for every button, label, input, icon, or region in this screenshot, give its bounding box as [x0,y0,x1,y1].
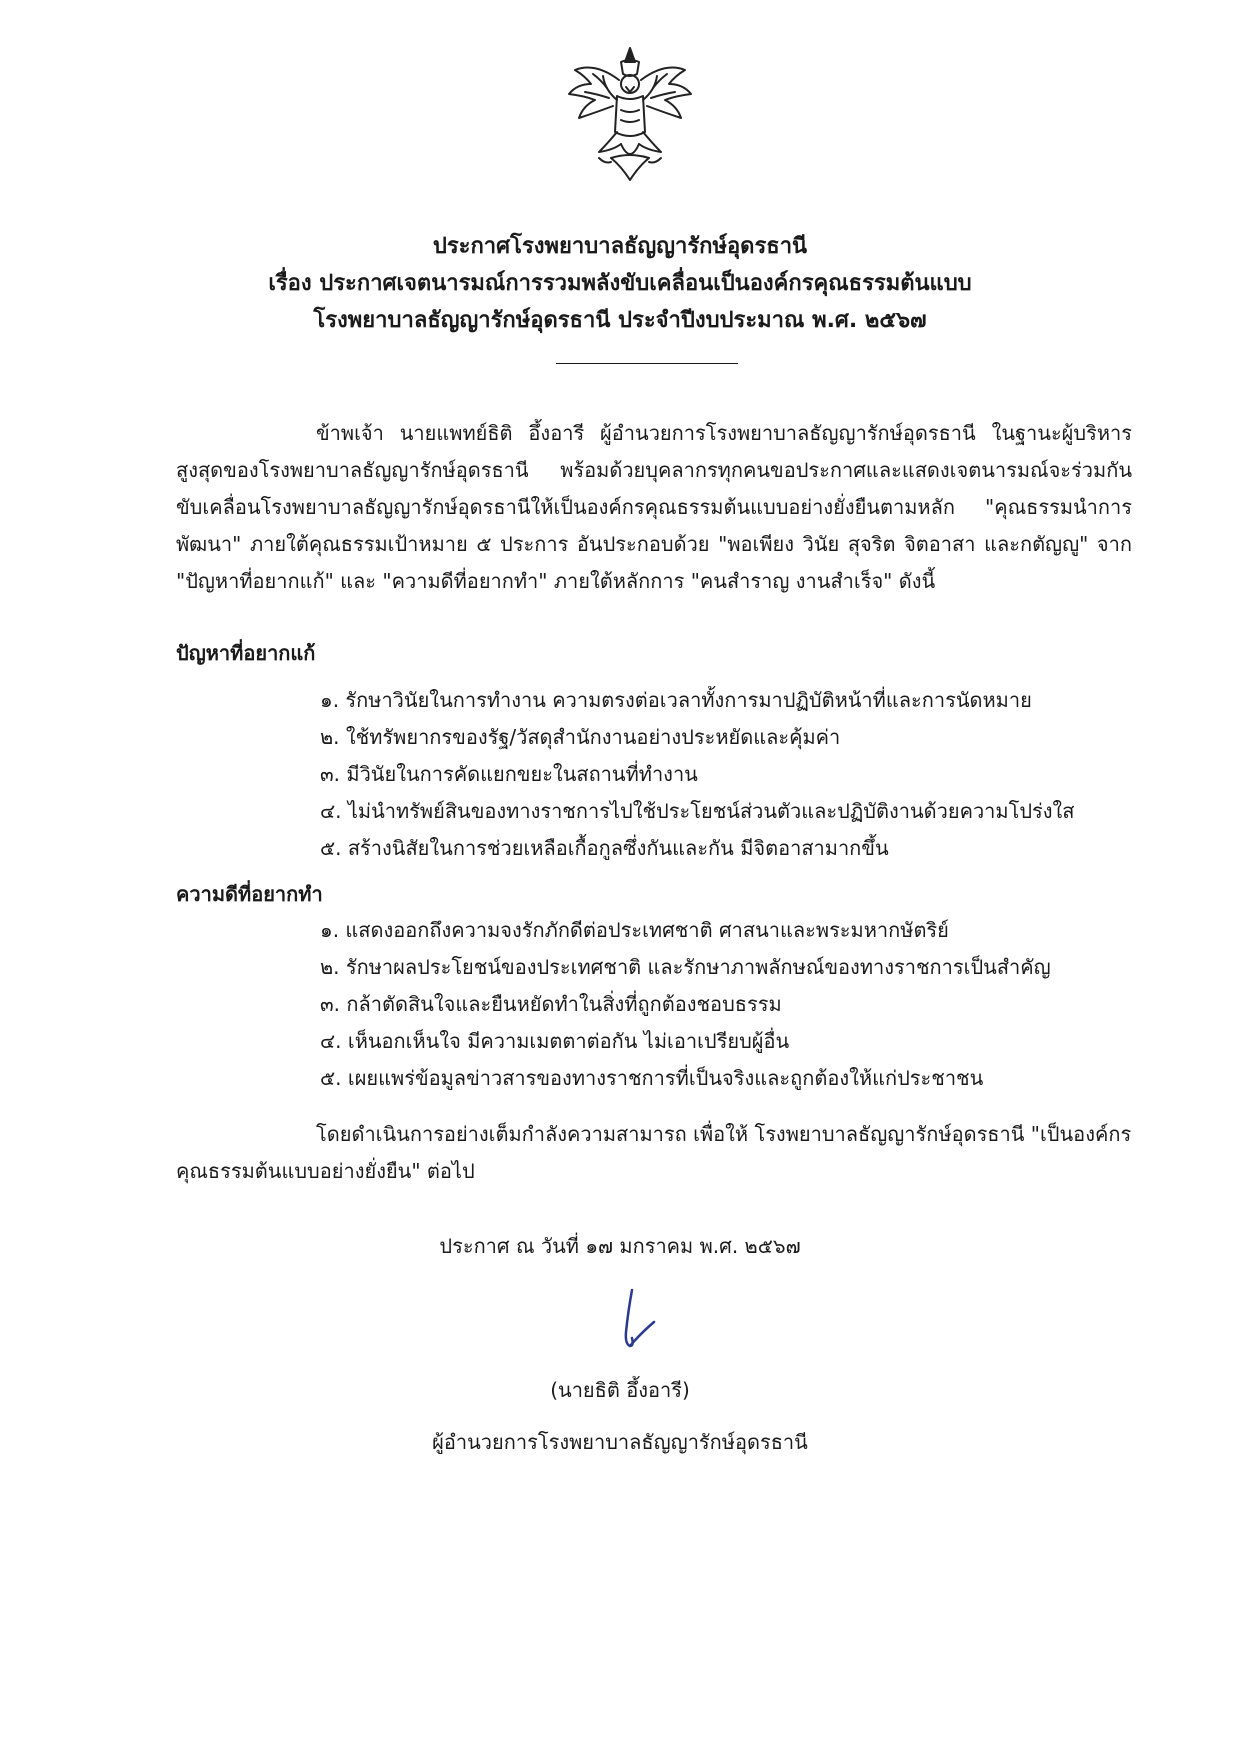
announcement-date: ประกาศ ณ วันที่ ๑๗ มกราคม พ.ศ. ๒๕๖๗ [439,1234,801,1258]
list-item: ๔. เห็นอกเห็นใจ มีความเมตตาต่อกัน ไม่เอาเปรียบผู้อื่น [320,1029,790,1053]
list-item: ๒. ใช้ทรัพยากรของรัฐ/วัสดุสำนักงานอย่างประหยัดและคุ้มค่า [320,725,841,749]
intro-paragraph [176,415,1132,600]
virtues-list [320,912,1140,1097]
signer-name: (นายธิติ อึ้งอารี) [550,1378,690,1402]
header-subject-line: เรื่อง ประกาศเจตนารมณ์การรวมพลังขับเคลื่อนเป็นองค์กรคุณธรรมต้นแบบ [268,271,972,296]
list-item: ๓. มีวินัยในการคัดแยกขยะในสถานที่ทำงาน [320,762,698,786]
list-item: ๒. รักษาผลประโยชน์ของประเทศชาติ และรักษาภาพลักษณ์ของทางราชการเป็นสำคัญ [320,955,1051,979]
intro-paragraph-text: ข้าพเจ้า นายแพทย์ธิติ อึ้งอารี ผู้อำนวยการโรงพยาบาลธัญญารักษ์อุดรธานี ในฐานะผู้บริหารสูงสุดของโรงพยาบาลธัญญารักษ์อุดรธานี พร้อมด้วยบุคลากรทุกคนขอประกาศและแสดงเจตนารมณ์จะร่วมกันขับเคลื่อนโรงพยาบาลธัญญารักษ์อุดรธานีให้เป็นองค์กรคุณธรรมต้นแบบอย่างยั่งยืนตามหลัก "คุณธรรมนำการพัฒนา" ภายใต้คุณธรรมเป้าหมาย ๕ ประการ อันประกอบด้วย "พอเพียง วินัย สุจริต จิตอาสา และกตัญญู" จาก "ปัญหาที่อยากแก้" และ "ความดีที่อยากทำ" ภายใต้หลักการ "คนสำราญ งานสำเร็จ" ดังนี้ [176,421,1132,593]
header-divider [556,363,738,364]
closing-paragraph [176,1116,1132,1190]
problems-title: ปัญหาที่อยากแก้ [176,641,316,665]
problems-list [320,682,1140,867]
closing-paragraph-text: โดยดำเนินการอย่างเต็มกำลังความสามารถ เพื่อให้ โรงพยาบาลธัญญารักษ์อุดรธานี "เป็นองค์กรคุณธรรมต้นแบบอย่างยั่งยืน" ต่อไป [176,1122,1132,1183]
list-item: ๕. เผยแพร่ข้อมูลข่าวสารของทางราชการที่เป็นจริงและถูกต้องให้แก่ประชาชน [320,1066,984,1090]
list-item: ๓. กล้าตัดสินใจและยืนหยัดทำในสิ่งที่ถูกต้องชอบธรรม [320,992,782,1016]
list-item: ๕. สร้างนิสัยในการช่วยเหลือเกื้อกูลซึ่งกันและกัน มีจิตอาสามากขึ้น [320,836,889,860]
signer-title: ผู้อำนวยการโรงพยาบาลธัญญารักษ์อุดรธานี [432,1430,808,1454]
document-header [0,228,1240,339]
header-year-line: โรงพยาบาลธัญญารักษ์อุดรธานี ประจำปีงบประมาณ พ.ศ. ๒๕๖๗ [313,308,927,333]
list-item: ๔. ไม่นำทรัพย์สินของทางราชการไปใช้ประโยชน์ส่วนตัวและปฏิบัติงานด้วยความโปร่งใส [320,799,1075,823]
list-item: ๑. แสดงออกถึงความจงรักภักดีต่อประเทศชาติ ศาสนาและพระมหากษัตริย์ [320,918,949,942]
list-item: ๑. รักษาวินัยในการทำงาน ความตรงต่อเวลาทั้งการมาปฏิบัติหน้าที่และการนัดหมาย [320,688,1032,712]
header-org-line: ประกาศโรงพยาบาลธัญญารักษ์อุดรธานี [432,234,808,259]
virtues-title: ความดีที่อยากทำ [176,882,323,906]
handwritten-signature-icon [610,1282,670,1362]
garuda-emblem-icon [555,40,705,190]
